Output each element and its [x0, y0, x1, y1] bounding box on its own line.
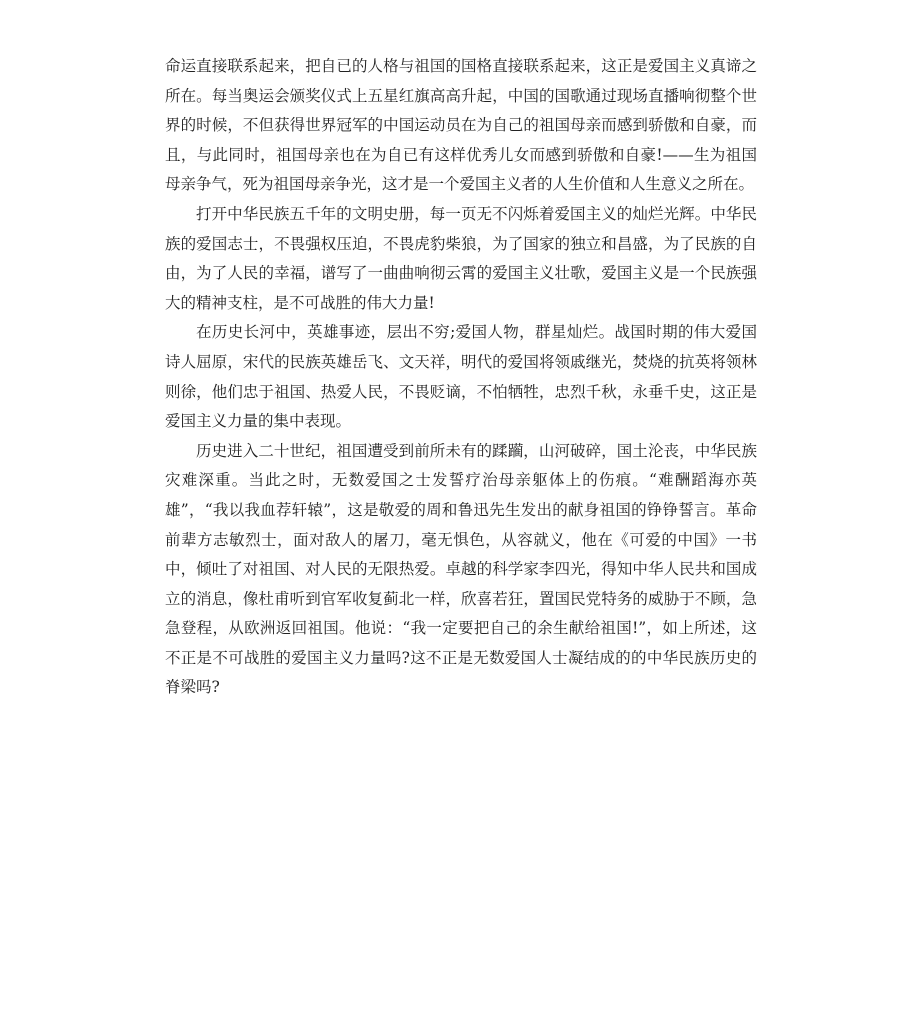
paragraph-2: 打开中华民族五千年的文明史册，每一页无不闪烁着爱国主义的灿烂光辉。中华民族的爱国志士，不畏强权压迫，不畏虎豹柴狼，为了国家的独立和昌盛，为了民族的自由，为了人民的幸福，谱写了一曲曲响彻云霄的爱国主义壮歌，爱国主义是一个民族强大的精神支柱，是不可战胜的伟大力量! — [165, 204, 757, 312]
paragraph-3: 在历史长河中，英雄事迹，层出不穷;爱国人物，群星灿烂。战国时期的伟大爱国诗人屈原，宋代的民族英雄岳飞、文天祥，明代的爱国将领戚继光，焚烧的抗英将领林则徐，他们忠于祖国、热爱人民，不畏贬谪，不怕牺牲，忠烈千秋，永垂千史，这正是爱国主义力量的集中表现。 — [165, 323, 757, 431]
document-page — [165, 52, 757, 703]
paragraph-1: 命运直接联系起来，把自已的人格与祖国的国格直接联系起来，这正是爱国主义真谛之所在。每当奥运会颁奖仪式上五星红旗高高升起，中国的国歌通过现场直播响彻整个世界的时候，不但获得世界冠军的中国运动员在为自己的祖国母亲而感到骄傲和自豪，而且，与此同时，祖国母亲也在为自已有这样优秀儿女而感到骄傲和自豪!——生为祖国母亲争气，死为祖国母亲争光，这才是一个爱国主义者的人生价值和人生意义之所在。 — [165, 57, 757, 194]
paragraph-4: 历史进入二十世纪，祖国遭受到前所未有的蹂躏，山河破碎，国土沦丧，中华民族灾难深重。当此之时，无数爱国之士发誓疗治母亲躯体上的伤痕。“难酬蹈海亦英雄”，“我以我血荐轩辕”，这是敬爱的周和鲁迅先生发出的献身祖国的铮铮誓言。革命前辈方志敏烈士，面对敌人的屠刀，毫无惧色，从容就义，他在《可爱的中国》一书中，倾吐了对祖国、对人民的无限热爱。卓越的科学家李四光，得知中华人民共和国成立的消息，像杜甫听到官军收复蓟北一样，欣喜若狂，置国民党特务的威胁于不顾，急急登程，从欧洲返回祖国。他说：“我一定要把自己的余生献给祖国!”，如上所述，这不正是不可战胜的爱国主义力量吗?这不正是无数爱国人士凝结成的的中华民族历史的脊梁吗? — [165, 441, 757, 697]
